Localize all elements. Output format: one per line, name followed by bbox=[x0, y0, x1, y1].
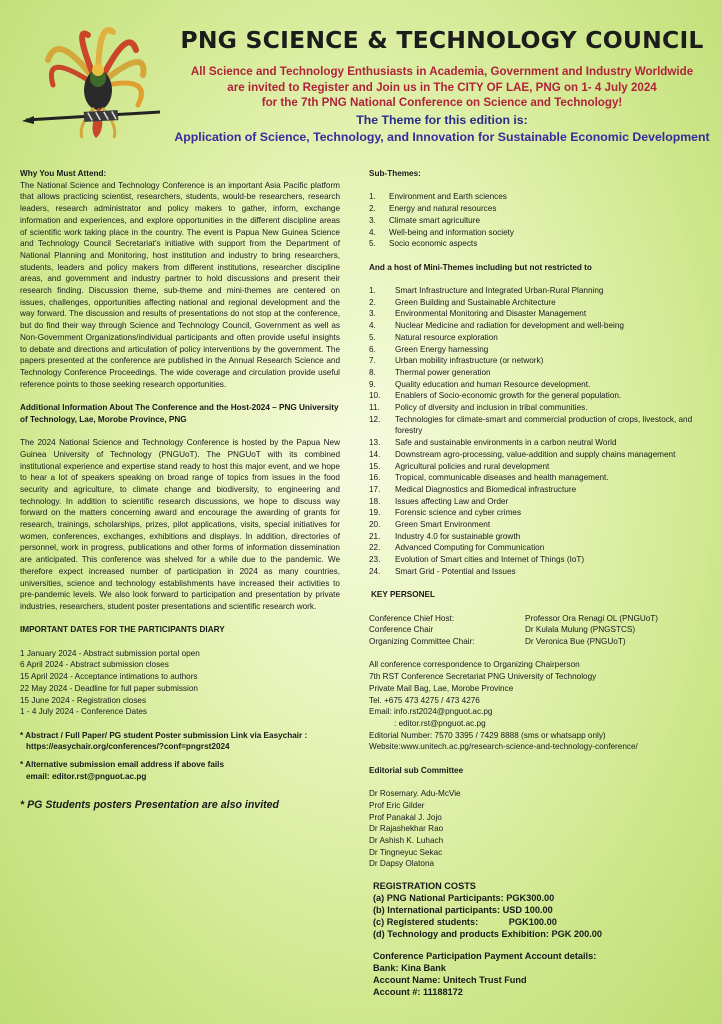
payment-item: Bank: Kina Bank bbox=[373, 963, 447, 974]
list-item: 17. Medical Diagnostics and Biomedical infrastructure bbox=[369, 484, 577, 494]
list-item: 4. Well-being and information society bbox=[369, 227, 514, 237]
list-item: 9. Quality education and human Resource development. bbox=[369, 379, 591, 389]
list-item: Dr Ashish K. Luhach bbox=[369, 835, 444, 845]
date-row bbox=[20, 706, 340, 718]
invite-line: are invited to Register and Join us in The CITY OF LAE, PNG on 1- 4 July 2024 bbox=[227, 80, 657, 94]
invitation-text bbox=[170, 64, 714, 111]
list-item: 21. Industry 4.0 for sustainable growth bbox=[369, 531, 521, 541]
contact-email[interactable]: : editor.rst@pnguot.ac.pg bbox=[369, 718, 486, 728]
list-item: 12. Technologies for climate-smart and commercial production of crops, livestock, and forestry bbox=[369, 414, 693, 436]
left-column bbox=[20, 168, 340, 812]
invite-line: for the 7th PNG National Conference on Science and Technology! bbox=[261, 96, 623, 109]
date: 1 - 4 July 2024 bbox=[20, 707, 74, 717]
list-item: 20. Green Smart Environment bbox=[369, 520, 491, 530]
contact-line: Tel. +675 473 4275 / 473 4276 bbox=[369, 695, 480, 705]
list-item: Dr Tingneyuc Sekac bbox=[369, 847, 443, 857]
contact-line: All conference correspondence to Organizing Chairperson bbox=[369, 660, 580, 670]
date-event: - Registration closes bbox=[69, 695, 147, 705]
registration-item: (b) International participants: USD 100.00 bbox=[373, 905, 553, 916]
list-item: 5. Natural resource exploration bbox=[369, 332, 498, 342]
list-item: Dr Rajashekhar Rao bbox=[369, 824, 444, 834]
host-heading: Additional Information About The Conference and the Host-2024 – PNG University of Technology, Lae, Morobe Province, PNG bbox=[20, 403, 339, 424]
contact-line: 7th RST Conference Secretariat PNG University of Technology bbox=[369, 672, 597, 682]
registration-block bbox=[369, 880, 704, 998]
list-item: 14. Downstream agro-processing, value-addition and supply chains management bbox=[369, 449, 676, 459]
list-item: 1. Environment and Earth sciences bbox=[369, 192, 507, 202]
list-item: 8. Thermal power generation bbox=[369, 367, 491, 377]
page-title: PNG SCIENCE & TECHNOLOGY COUNCIL bbox=[180, 26, 704, 54]
list-item: 4. Nuclear Medicine and radiation for development and well-being bbox=[369, 321, 624, 331]
date-event: - Conference Dates bbox=[73, 707, 147, 717]
easychair-link[interactable]: https://easychair.org/conferences/?conf=pngrst2024 bbox=[26, 742, 230, 752]
date-row bbox=[20, 671, 340, 683]
pg-posters-note: * PG Students posters Presentation are also invited bbox=[20, 799, 280, 812]
list-item: 2. Energy and natural resources bbox=[369, 204, 497, 214]
registration-item: (a) PNG National Participants: PGK300.00 bbox=[373, 893, 555, 904]
date-row bbox=[20, 695, 340, 707]
header bbox=[0, 0, 722, 155]
contact-email[interactable]: Email: info.rst2024@pnguot.ac.pg bbox=[369, 707, 493, 717]
list-item: Dr Dapsy Olatona bbox=[369, 859, 435, 869]
registration-item: (d) Technology and products Exhibition: PGK 200.00 bbox=[373, 929, 603, 940]
dates-list bbox=[20, 648, 340, 718]
bird-of-paradise-emblem-icon bbox=[18, 20, 168, 145]
date: 1 January 2024 bbox=[20, 648, 77, 658]
personnel-list bbox=[369, 613, 704, 648]
date-row bbox=[20, 683, 340, 695]
list-item: 7. Urban mobility infrastructure (or network) bbox=[369, 356, 544, 366]
payment-heading: Conference Participation Payment Account details: bbox=[373, 951, 597, 962]
personnel-row: Conference Chief Host: Professor Ora Renagi OL (PNGUoT) bbox=[369, 613, 659, 623]
date-row bbox=[20, 648, 340, 660]
registration-item: (c) Registered students: PGK100.00 bbox=[373, 917, 557, 928]
dates-heading: IMPORTANT DATES FOR THE PARTICIPANTS DIARY bbox=[20, 625, 225, 635]
contact-line: Editorial Number: 7570 3395 / 7429 8888 (sms or whatsapp only) bbox=[369, 730, 606, 740]
right-column bbox=[369, 168, 704, 998]
theme-text: Application of Science, Technology, and Innovation for Sustainable Economic Development bbox=[174, 130, 710, 144]
date-event: - Abstract submission closes bbox=[63, 660, 169, 670]
personnel-row: Conference Chair Dr Kulala Mulung (PNGSTCS) bbox=[369, 625, 636, 635]
subthemes-heading: Sub-Themes: bbox=[369, 169, 421, 178]
list-item: 23. Evolution of Smart cities and Internet of Things (IoT) bbox=[369, 555, 585, 565]
date: 15 April 2024 bbox=[20, 672, 68, 682]
list-item: 15. Agricultural policies and rural development bbox=[369, 461, 550, 471]
editorial-heading: Editorial sub Committee bbox=[369, 765, 464, 775]
personnel-heading: KEY PERSONEL bbox=[371, 590, 436, 600]
alt-email-label: * Alternative submission email address if above fails bbox=[20, 760, 225, 770]
list-item: 6. Green Energy harnessing bbox=[369, 344, 489, 354]
date-event: - Acceptance intimations to authors bbox=[67, 672, 198, 682]
personnel-row: Organizing Committee Chair: Dr Veronica Bue (PNGUoT) bbox=[369, 637, 626, 647]
list-item: 18. Issues affecting Law and Order bbox=[369, 496, 509, 506]
list-item: 5. Socio economic aspects bbox=[369, 239, 478, 249]
list-item: Dr Rosemary. Adu-McVie bbox=[369, 789, 461, 799]
date: 6 April 2024 bbox=[20, 660, 64, 670]
mini-themes-heading: And a host of Mini-Themes including but not restricted to bbox=[369, 262, 592, 272]
easychair-label: * Abstract / Full Paper/ PG student Poster submission Link via Easychair : bbox=[20, 730, 308, 740]
website-link[interactable]: Website:www.unitech.ac.pg/research-science-and-technology-conference/ bbox=[369, 742, 638, 752]
host-paragraph: The 2024 National Science and Technology Conference is hosted by the Papua New Guinea University of Technology (PNGUoT). The PNGUoT with its combined institutional experience and expertise stand ready to host this major event, and we hope to hear a lot of speakers speaking on broad range of topics from issues in the food security and agriculture, to climate change and biodiversity, to engineering and technology. In addition to scientific research discussions, we hope to discuss way forward on the matters concerning award and encourage the awarding of grants for research, trainings, scholarships, prizes, pilot applications, visits, special initiatives for women, conferences, exchanges, exhibitions and displays. In addition, directories of personnel, work in progress, publications and other forms of information dissemination are anticipated. This conference was shelved for a while due to the pandemic. We therefore expect increased number of participation in 2024 as many countries, universities, science and technology establishments have increased their activities to pre-pandemic levels. We also look forward to participation and presentation by private industries, researchers, student poster presentations and scientific research work. bbox=[20, 438, 340, 611]
payment-item: Account Name: Unitech Trust Fund bbox=[373, 975, 527, 986]
list-item: 2. Green Building and Sustainable Architecture bbox=[369, 297, 556, 307]
alt-email-link[interactable]: email: editor.rst@pnguot.ac.pg bbox=[26, 771, 147, 781]
date-row bbox=[20, 659, 340, 671]
date: 22 May 2024 bbox=[20, 683, 68, 693]
contact-block bbox=[369, 659, 704, 753]
contact-line: Private Mail Bag, Lae, Morobe Province bbox=[369, 683, 514, 693]
invite-line: All Science and Technology Enthusiasts in Academia, Government and Industry Worldwide bbox=[190, 65, 694, 78]
list-item: Prof Panakal J. Jojo bbox=[369, 812, 442, 822]
list-item: 3. Climate smart agriculture bbox=[369, 215, 480, 225]
mini-themes-list bbox=[369, 285, 704, 578]
date: 15 June 2024 bbox=[20, 695, 70, 705]
list-item: 24. Smart Grid - Potential and Issues bbox=[369, 566, 516, 576]
date-event: - Abstract submission portal open bbox=[76, 648, 200, 658]
list-item: 3. Environmental Monitoring and Disaster Management bbox=[369, 309, 587, 319]
date-event: - Deadline for full paper submission bbox=[67, 683, 198, 693]
theme-label: The Theme for this edition is: bbox=[356, 113, 528, 127]
payment-item: Account #: 11188172 bbox=[373, 987, 463, 998]
why-heading: Why You Must Attend: bbox=[20, 169, 107, 178]
why-paragraph: The National Science and Technology Conference is an important Asia Pacific platform that allows practicing scientist, researchers, students, would-be researchers, research leaders, research administrator and policy makers to gather, inform, exchange information and experiences, and explore opportunities in the different discipline areas of scientific work taking place in the country. The event is Papua New Guinea Science and Technology Council Secretariat's initiative with support from the Department of National Planning and Monitoring, host institution and industry to bring researchers, students, leaders and policy makers from different institutions, researcher discipline areas, and government and industry partner to hold discussions and present their research finding. Discussion theme, sub-theme and mini-themes are centered on issues, challenges, opportunities affecting national and regional development and the way forward. The discussion and results of presentations do not stop at the conference, but do find their way through Science and Technology Council, Government as well as Non-Government Organizations/individual participants and often provide useful insights to debate and directions and articulation of policy interventions by the government. The papers presented at the conference are published in the Annual Research Science and Technology Conference Proceedings. The wide coverage and circulation provide useful reference points to those seeking research opportunities. bbox=[20, 180, 340, 389]
subthemes-list bbox=[369, 191, 704, 250]
list-item: 19. Forensic science and cyber crimes bbox=[369, 508, 522, 518]
registration-heading: REGISTRATION COSTS bbox=[373, 881, 476, 892]
editorial-list bbox=[369, 788, 704, 870]
list-item: 1. Smart Infrastructure and Integrated Urban-Rural Planning bbox=[369, 285, 604, 295]
list-item: Prof Eric Gilder bbox=[369, 800, 425, 810]
list-item: 22. Advanced Computing for Communication bbox=[369, 543, 545, 553]
list-item: 16. Tropical, communicable diseases and health management. bbox=[369, 473, 609, 483]
list-item: 11. Policy of diversity and inclusion in tribal communities. bbox=[369, 403, 588, 413]
list-item: 13. Safe and sustainable environments in a carbon neutral World bbox=[369, 438, 617, 448]
list-item: 10. Enablers of Socio-economic growth for the general population. bbox=[369, 391, 622, 401]
